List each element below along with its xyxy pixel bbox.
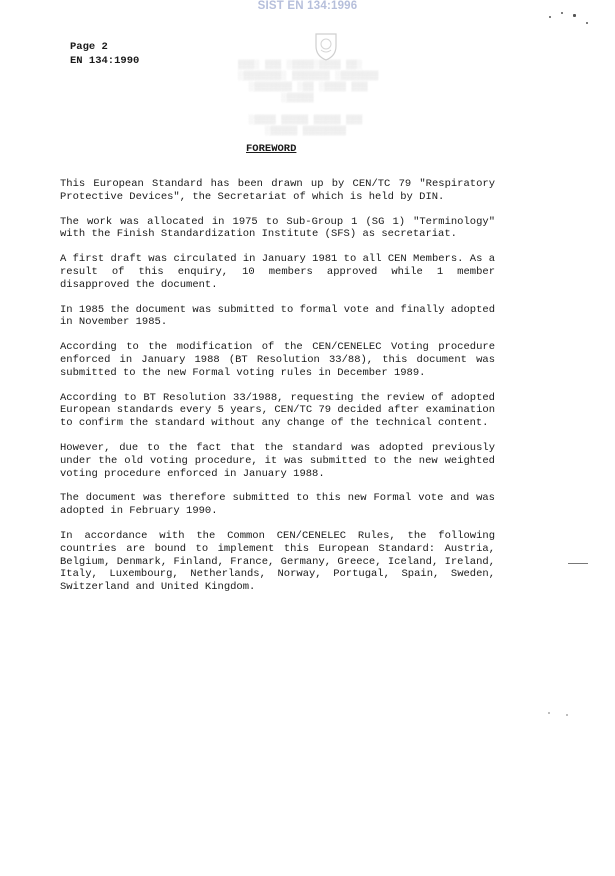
seal-emblem-icon <box>310 30 342 62</box>
paragraph-weighted-vote: However, due to the fact that the standard was adopted previously under the old voting procedure, it was submitted to the new weighted voting procedure enforced in January 1988. <box>60 441 495 480</box>
paragraph-implementing-countries: In accordance with the Common CEN/CENELEC Rules, the following countries are bound to implement this European Standard: Austria, Belgium, Denmark, Finland, France, Germany, Greece, Iceland, Ireland, Italy, Luxembourg, Netherlands, Norway, Portugal, Spain, Sweden, Switzerland and United Kingdom. <box>60 529 495 594</box>
paragraph-bt-resolution: According to BT Resolution 33/1988, requesting the review of adopted European standards every 5 years, CEN/TC 79 decided after examination to confirm the standard without any change of the technical content. <box>60 391 495 430</box>
paragraph-work-allocated: The work was allocated in 1975 to Sub-Group 1 (SG 1) "Terminology" with the Finish Standardization Institute (SFS) as secretariat. <box>60 215 495 241</box>
foreword-heading: FOREWORD <box>246 143 297 155</box>
bleed-through-block: ▒▒▒░ ▒▒▒ ░▒▒▒▒░▒▒▒▒ ▒▒░ ░▒▒▒▒▒▒▒░ ▒▒▒▒▒▒▒ ░▒▒▒▒▒▒▒ ░▒▒▒▒▒▒▒ ░▒▒ ░▒▒▒▒ ▒▒▒ ░▒▒▒▒▒ ░▒▒▒▒ ▒▒▒▒▒ ▒▒▒▒▒ ▒▒▒ ░▒▒▒▒▒ ▒▒▒▒▒▒▒▒ <box>238 60 379 136</box>
paragraph-1985-vote: In 1985 the document was submitted to formal vote and finally adopted in November 1985. <box>60 303 495 329</box>
paragraph-voting-modification: According to the modification of the CEN/CENELEC Voting procedure enforced in January 1988 (BT Resolution 33/88), this document was submitted to the new Formal voting rules in December 1989. <box>60 341 495 379</box>
paragraph-first-draft: A first draft was circulated in January 1981 to all CEN Members. As a result of this enquiry, 10 members approved while 1 member disapproved the document. <box>60 253 495 291</box>
margin-mark <box>568 563 588 564</box>
page-header <box>70 40 139 68</box>
document-watermark: SIST EN 134:1996 <box>257 0 358 12</box>
page-number: Page 2 <box>70 41 108 53</box>
paragraph-drafted-by: This European Standard has been drawn up by CEN/TC 79 "Respiratory Protective Devices", the Secretariat of which is held by DIN. <box>60 178 495 203</box>
paragraph-adopted-1990: The document was therefore submitted to this new Formal vote and was adopted in February 1990. <box>60 492 495 518</box>
foreword-body <box>60 178 495 606</box>
document-number: EN 134:1990 <box>70 55 140 67</box>
